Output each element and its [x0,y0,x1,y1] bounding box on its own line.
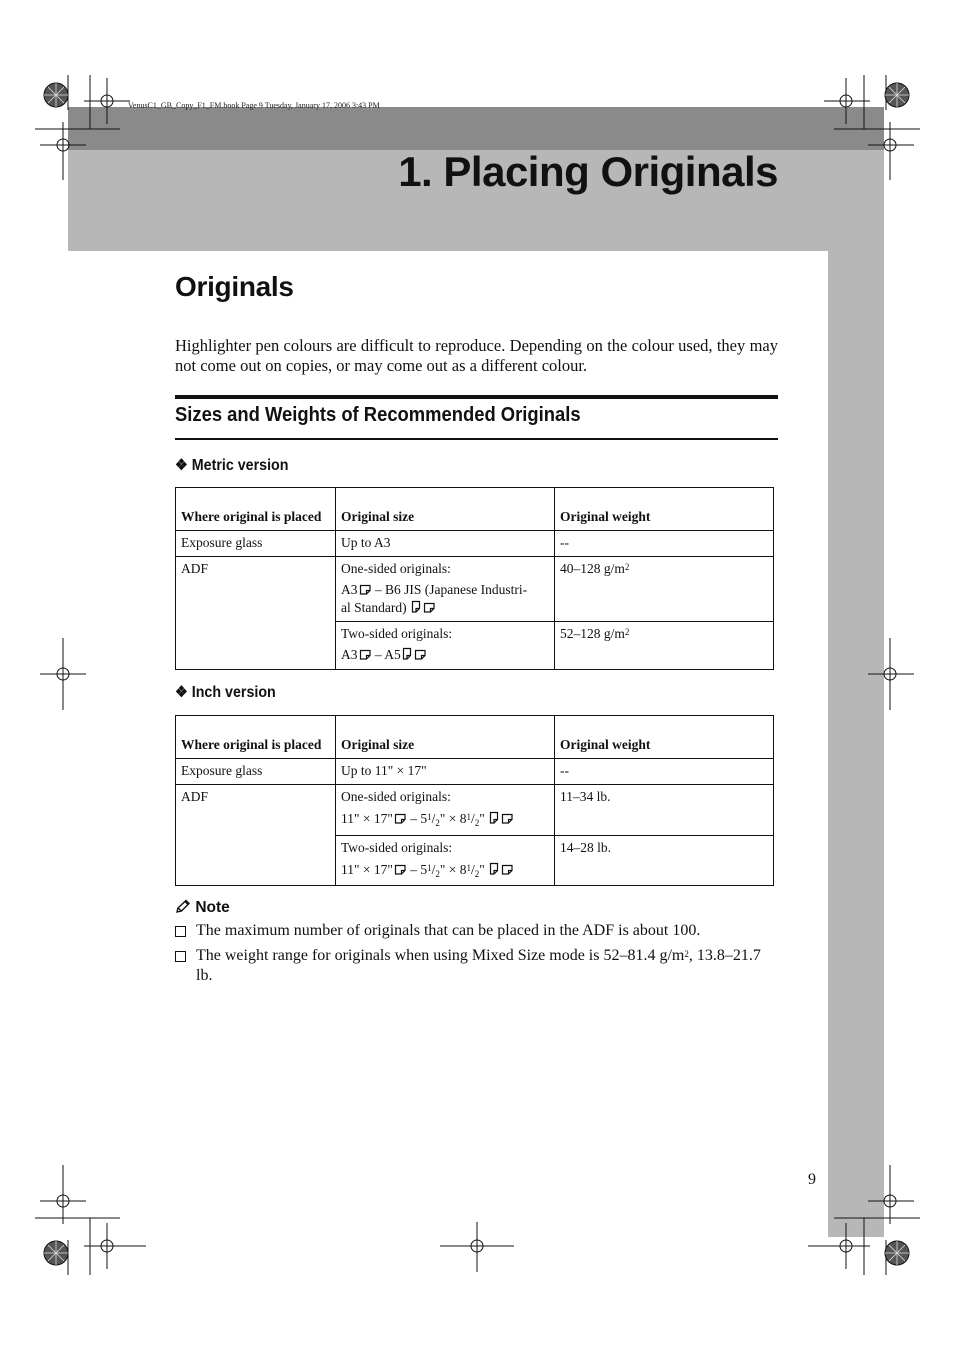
chapter-title: 1. Placing Originals [398,148,778,195]
note-item: The weight range for originals when using Mixed Size mode is 52–81.4 $g/m^2$, 13.8–21.7 lb. [175,946,778,986]
intro-paragraph: Highlighter pen colours are difficult to reproduce. Depending on the colour used, they may not come out on copies, or may come out as a different colour. [175,336,778,375]
one-sided-size-cont: al Standard) [341,599,549,617]
header-weight: Original weight [555,488,774,531]
registration-target-icon [44,83,909,1265]
cell-size: Up to A3 [336,531,555,557]
section-title: Originals [175,271,294,302]
header-size: Original size [336,488,555,531]
cell-weight: 14–28 lb. [555,836,774,886]
two-sided-label: Two-sided originals: [341,840,453,855]
file-header: VenusC1_GB_Copy_F1_FM.book Page 9 Tuesday, January 17, 2006 3:43 PM [128,101,380,110]
diamond-bullet-icon: ❖ [175,684,188,701]
header-place: Where original is placed [176,488,336,531]
two-sided-size: A3 – A5 [341,646,549,664]
two-sided-label: Two-sided originals: [341,626,453,641]
cell-weight: 11–34 lb. [555,785,774,836]
page-number: 9 [808,1171,816,1188]
one-sided-size: 11" × 17" – $5^1/_2$" × $8^1/_2$" [341,810,549,829]
note-item: The maximum number of originals that can be placed in the ADF is about 100. [175,921,778,941]
header-weight: Original weight [555,716,774,759]
cell-weight: 40–128 $g/m^2$ [555,557,774,622]
diamond-bullet-icon: ❖ [175,457,188,474]
inch-version-label: Inch version [191,684,276,701]
one-sided-size: A3 – B6 JIS (Japanese Industri- [341,582,528,597]
one-sided-label: One-sided originals: [341,561,451,576]
cell-place: Exposure glass [176,759,336,785]
note-label: Note [195,899,230,916]
cell-weight: -- [555,759,774,785]
cell-weight: 52–128 $g/m^2$ [555,622,774,670]
cell-weight: -- [555,531,774,557]
cell-place: ADF [176,557,336,670]
cell-place: Exposure glass [176,531,336,557]
cell-place: ADF [176,785,336,886]
two-sided-size: 11" × 17" – $5^1/_2$" × $8^1/_2$" [341,861,549,880]
subsection-title: Sizes and Weights of Recommended Originals [175,404,581,426]
header-size: Original size [336,716,555,759]
cell-size: Up to 11" × 17" [336,759,555,785]
one-sided-label: One-sided originals: [341,789,451,804]
header-place: Where original is placed [176,716,336,759]
metric-version-label: Metric version [191,457,289,474]
